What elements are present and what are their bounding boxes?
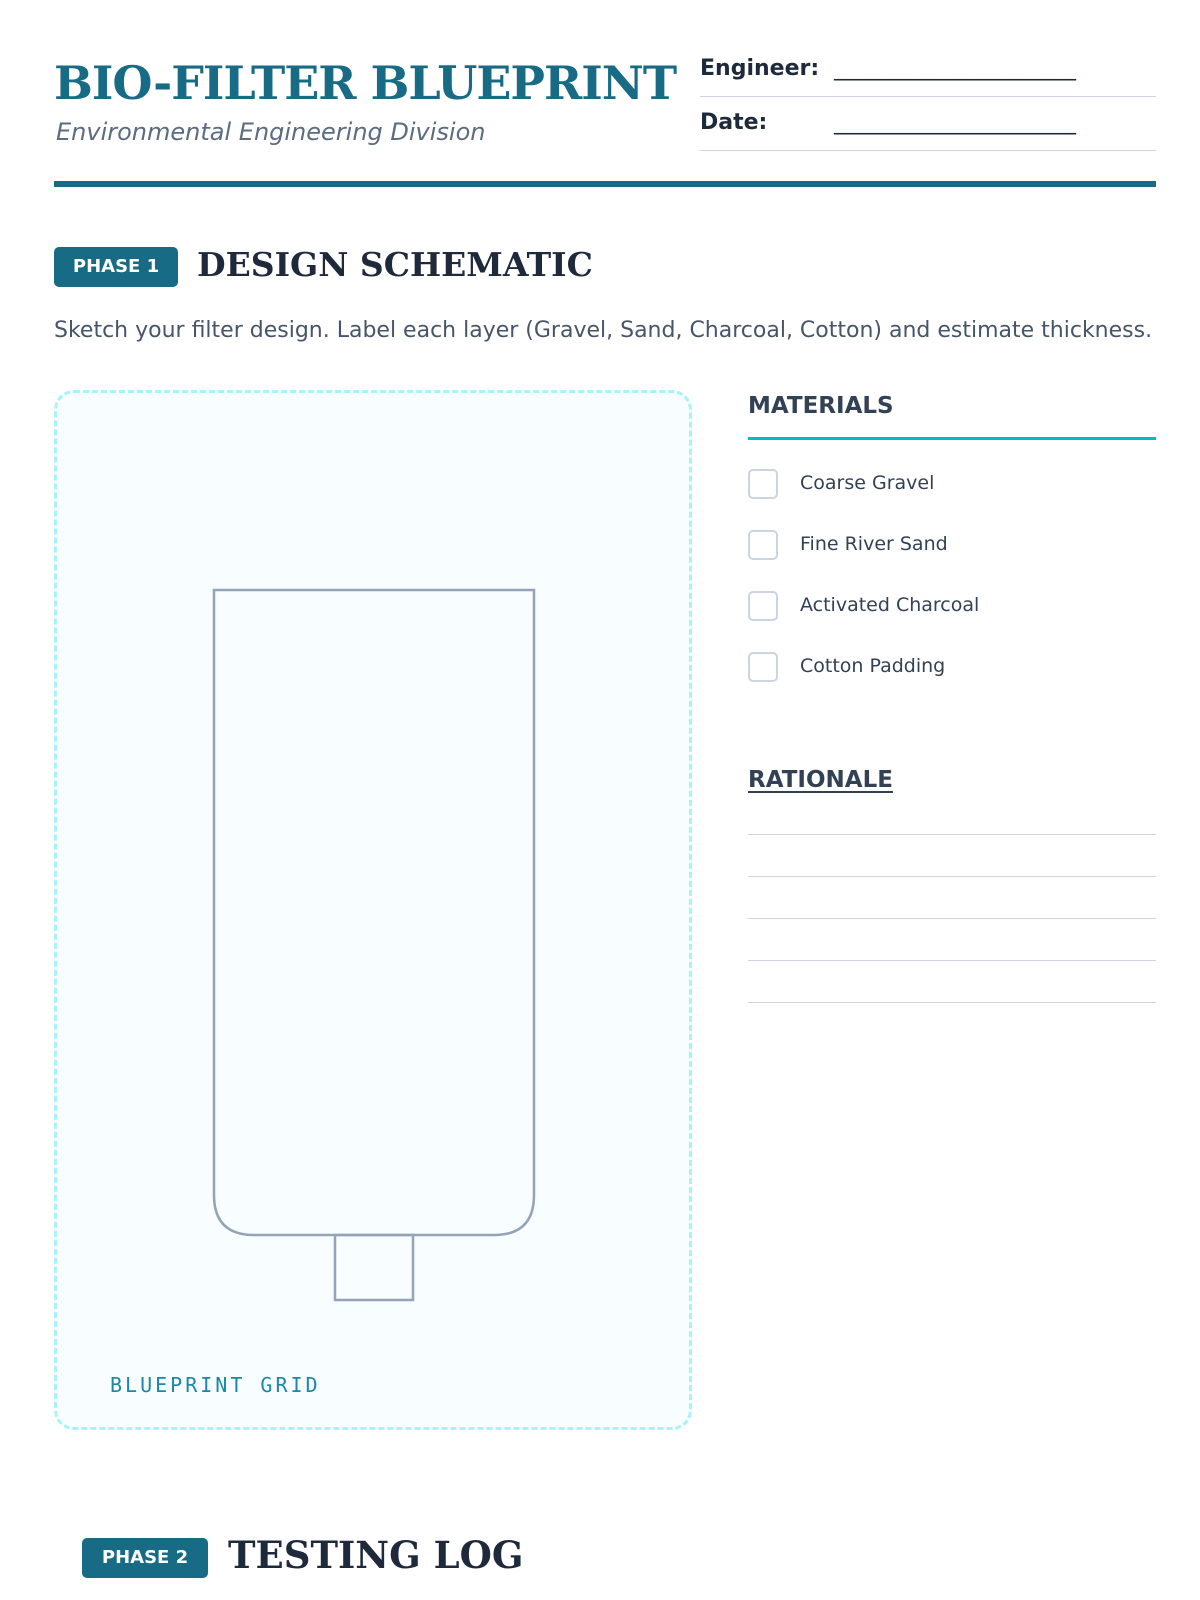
materials-underline	[748, 437, 1156, 440]
engineer-blank[interactable]: ______________________	[834, 56, 1076, 81]
header-divider	[54, 181, 1156, 187]
phase-1-badge: PHASE 1	[54, 247, 178, 287]
filter-container-outline	[54, 390, 692, 1430]
filter-body-outline	[214, 590, 534, 1235]
phase-2-badge: PHASE 2	[82, 1538, 208, 1578]
rationale-writing-line[interactable]	[748, 834, 1156, 835]
date-blank[interactable]: ______________________	[834, 110, 1076, 135]
material-label: Fine River Sand	[800, 533, 948, 555]
filter-spout-outline	[335, 1235, 413, 1300]
material-label: Cotton Padding	[800, 655, 946, 677]
date-field[interactable]	[700, 110, 1156, 151]
material-checkbox[interactable]	[748, 469, 778, 499]
blueprint-grid-label: BLUEPRINT GRID	[110, 1373, 321, 1397]
material-checkbox[interactable]	[748, 591, 778, 621]
rationale-writing-line[interactable]	[748, 876, 1156, 877]
materials-heading: MATERIALS	[748, 393, 894, 419]
rationale-writing-line[interactable]	[748, 960, 1156, 961]
material-checkbox[interactable]	[748, 530, 778, 560]
phase-1-instructions: Sketch your filter design. Label each layer (Gravel, Sand, Charcoal, Cotton) and estimate thickness.	[54, 318, 1153, 343]
date-label: Date:	[700, 110, 768, 135]
rationale-writing-line[interactable]	[748, 1002, 1156, 1003]
engineer-label: Engineer:	[700, 56, 820, 81]
rationale-writing-line[interactable]	[748, 918, 1156, 919]
testing-log-title: TESTING LOG	[228, 1533, 524, 1577]
material-checkbox[interactable]	[748, 652, 778, 682]
material-label: Coarse Gravel	[800, 472, 935, 494]
engineer-field[interactable]	[700, 56, 1156, 97]
material-label: Activated Charcoal	[800, 594, 980, 616]
design-schematic-title: DESIGN SCHEMATIC	[197, 245, 593, 284]
page-subtitle: Environmental Engineering Division	[56, 118, 486, 146]
page-title: BIO-FILTER BLUEPRINT	[54, 56, 677, 110]
rationale-heading: RATIONALE	[748, 767, 893, 793]
